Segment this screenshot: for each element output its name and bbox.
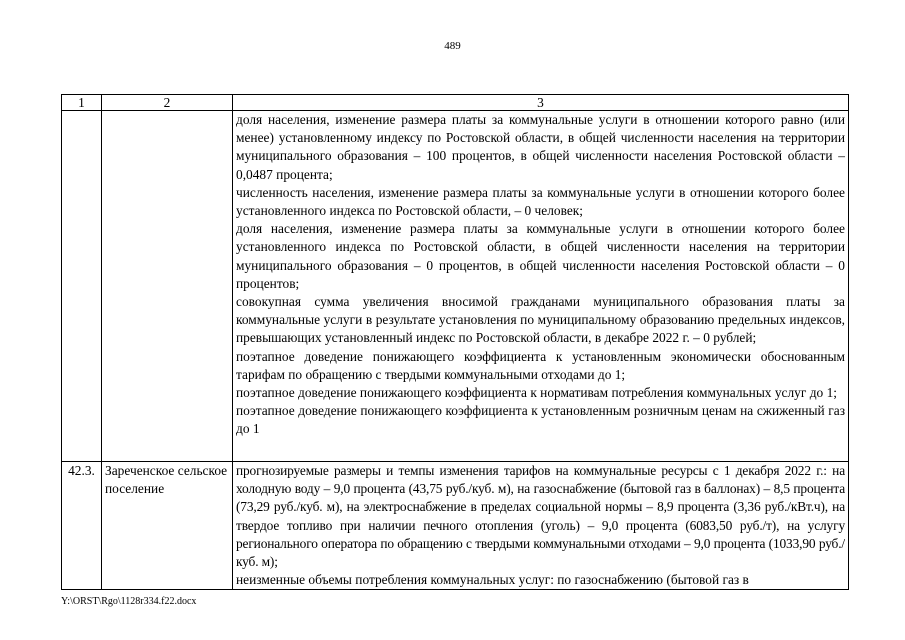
paragraph: поэтапное доведение понижающего коэффициента к установленным экономически обоснованным тарифам по обращению с твердыми коммунальными отходами до 1; bbox=[236, 348, 845, 382]
paragraph: поэтапное доведение понижающего коэффициента к нормативам потребления коммунальных услуг до 1; bbox=[236, 385, 837, 401]
paragraph: численность населения, изменение размера платы за коммунальные услуги в отношении которого более установленного индекса по Ростовской области, – 0 человек; bbox=[236, 184, 845, 219]
page-number: 489 bbox=[444, 40, 461, 52]
row-content-cell bbox=[233, 111, 849, 462]
paragraph: совокупная сумма увеличения вносимой гражданами муниципального образования платы за коммунальные услуги в результате установления по муниципальному образованию предельных индексов, превышающих установленный индекс по Ростовской области, в декабре 2022 г. – 0 рублей; bbox=[236, 294, 845, 346]
row-name-cell bbox=[102, 111, 233, 462]
row-number-cell: 42.3. bbox=[62, 462, 102, 590]
file-path-footer: Y:\ORST\Rgo\1128r334.f22.docx bbox=[61, 596, 197, 607]
row-name-cell: Зареченское сельское поселение bbox=[102, 462, 233, 590]
paragraph: доля населения, изменение размера платы за коммунальные услуги в отношении которого более установленного индекса по Ростовской области, в общей численности населения на территории муниципального образования – 0 процентов, в общей численности населения Ростовской области – 0 процентов; bbox=[236, 221, 845, 291]
header-cell-3: 3 bbox=[233, 95, 849, 111]
paragraph: прогнозируемые размеры и темпы изменения тарифов на коммунальные ресурсы с 1 декабря 2022 г.: на холодную воду – 9,0 процента (43,75 руб./куб. м), на газоснабжение (бытовой газ в баллонах) – 8,5 процента (73,29 руб./куб. м), на электроснабжение в пределах социальной нормы – 8,9 процента (3,36 руб./кВт.ч), на твердое топливо при наличии печного отопления (уголь) – 9,0 процента (6083,50 руб./т), на услугу регионального оператора по обращению с твердыми коммунальными отходами – 9,0 процента (1033,90 руб./куб. м); bbox=[236, 463, 845, 570]
paragraph: поэтапное доведение понижающего коэффициента к установленным розничным ценам на сжиженный газ до 1 bbox=[236, 403, 845, 437]
row-number-cell bbox=[62, 111, 102, 462]
header-cell-1: 1 bbox=[62, 95, 102, 111]
row-content-cell bbox=[233, 462, 849, 590]
header-cell-2: 2 bbox=[102, 95, 233, 111]
paragraph: доля населения, изменение размера платы за коммунальные услуги в отношении которого равно (или менее) установленному индексу по Ростовской области, в общей численности населения на территории муниципального образования – 100 процентов, в общей численности населения Ростовской области – 0,0487 процента; bbox=[236, 112, 845, 182]
table-header-row bbox=[62, 95, 849, 111]
table-row bbox=[62, 462, 849, 590]
document-table bbox=[61, 94, 849, 590]
paragraph: неизменные объемы потребления коммунальных услуг: по газоснабжению (бытовой газ в bbox=[236, 572, 749, 588]
table-row bbox=[62, 111, 849, 462]
